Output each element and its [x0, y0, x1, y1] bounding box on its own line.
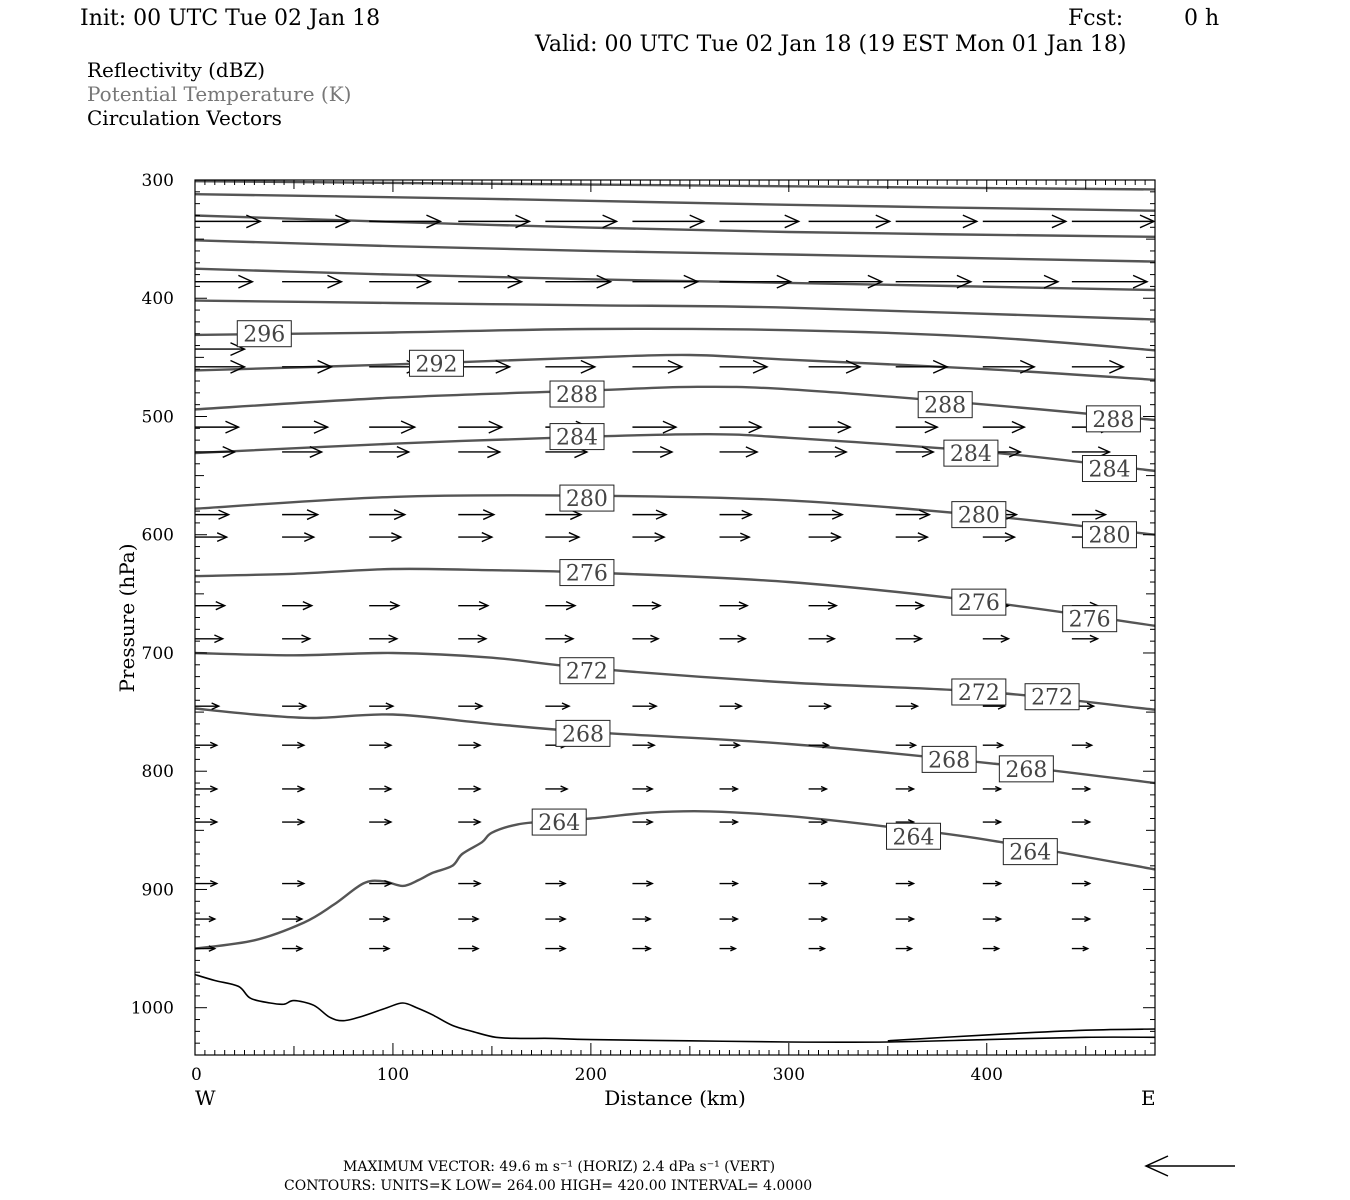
circulation-vector — [720, 602, 748, 609]
circulation-vector — [809, 946, 825, 951]
contour-label-280 — [952, 502, 1006, 529]
contour-label-text: 288 — [556, 383, 599, 409]
circulation-vector — [720, 881, 738, 886]
circulation-vector — [1072, 820, 1090, 825]
contour-label-text: 284 — [949, 442, 992, 468]
circulation-vector — [1072, 787, 1090, 792]
contour-label-text: 264 — [892, 825, 935, 851]
circulation-vector — [369, 946, 389, 951]
circulation-vector — [896, 215, 977, 228]
circulation-vector — [1072, 946, 1088, 951]
circulation-vector — [720, 946, 736, 951]
circulation-vector — [458, 881, 480, 887]
y-tick-label: 800 — [141, 762, 174, 783]
circulation-vector — [369, 602, 399, 610]
x-tick-label: 0 — [191, 1065, 202, 1085]
theta-contour-upper-4 — [195, 269, 1155, 290]
circulation-vector — [720, 743, 740, 748]
circulation-vector — [195, 819, 217, 825]
circulation-vector — [1072, 743, 1092, 748]
contour-label-272 — [952, 679, 1006, 706]
circulation-vector — [720, 635, 746, 642]
contour-label-text: 276 — [1068, 607, 1111, 633]
circulation-vector — [720, 447, 758, 457]
circulation-vector — [720, 703, 742, 709]
circulation-vector — [809, 787, 827, 792]
contour-label-272 — [1025, 684, 1079, 711]
circulation-vector — [545, 786, 567, 792]
y-tick-label: 600 — [141, 525, 174, 546]
contour-label-276 — [560, 560, 614, 587]
circulation-vector — [632, 786, 652, 791]
circulation-vector — [983, 917, 1001, 922]
contour-label-text: 280 — [1088, 523, 1131, 549]
forecast-label: Fcst: — [1068, 6, 1124, 31]
x-axis-label: Distance (km) — [604, 1086, 746, 1110]
contour-label-text: 272 — [957, 680, 1000, 706]
circulation-vector — [632, 881, 652, 886]
circulation-vector — [1072, 881, 1090, 886]
circulation-vector — [720, 361, 768, 374]
theta-contour-276 — [195, 569, 1155, 626]
contour-label-text: 272 — [565, 659, 608, 685]
circulation-vector — [282, 361, 331, 374]
circulation-vector — [545, 533, 579, 542]
circulation-vector — [632, 361, 681, 374]
circulation-vector — [282, 215, 349, 228]
circulation-vector — [1072, 917, 1090, 922]
circulation-vector — [809, 215, 890, 228]
circulation-vector — [983, 215, 1066, 228]
circulation-vector — [282, 946, 302, 951]
circulation-vector — [632, 946, 650, 951]
east-label: E — [1141, 1086, 1156, 1110]
theta-contour-upper-3 — [195, 240, 1155, 261]
circulation-vector — [195, 421, 239, 433]
contour-label-284 — [550, 424, 604, 451]
circulation-vector — [195, 533, 227, 542]
y-tick-label: 1000 — [130, 998, 174, 1019]
forecast-hour: 0 h — [1184, 6, 1220, 31]
circulation-vector — [195, 275, 252, 288]
contour-label-264 — [887, 823, 941, 850]
contour-label-text: 264 — [1009, 840, 1052, 866]
contour-label-264 — [532, 809, 586, 836]
contour-label-276 — [952, 589, 1006, 616]
circulation-vector — [545, 602, 575, 610]
circulation-vector — [809, 510, 843, 519]
circulation-vector — [720, 533, 750, 541]
circulation-vector — [282, 421, 328, 433]
x-tick-label: 300 — [772, 1065, 806, 1085]
contour-label-268 — [922, 746, 976, 773]
circulation-vector — [369, 275, 430, 288]
circulation-vector — [632, 510, 666, 519]
circulation-vector — [458, 602, 488, 610]
contour-label-264 — [1003, 839, 1057, 866]
circulation-vector — [369, 819, 391, 825]
circulation-vector — [809, 820, 827, 825]
circulation-vector — [458, 742, 480, 748]
circulation-vector — [896, 917, 914, 922]
circulation-vector — [632, 421, 676, 433]
x-tick-label: 100 — [376, 1065, 410, 1085]
circulation-vector — [282, 510, 318, 520]
contour-label-text: 288 — [924, 393, 967, 419]
circulation-vector — [632, 602, 660, 609]
contour-label-text: 280 — [957, 503, 1000, 529]
contour-label-text: 276 — [565, 561, 608, 587]
circulation-vector — [896, 422, 938, 433]
circulation-vector — [632, 275, 697, 288]
circulation-vector — [545, 361, 594, 374]
y-axis-label: Pressure (hPa) — [115, 543, 139, 693]
circulation-vector — [809, 917, 827, 922]
field-potential-temperature: Potential Temperature (K) — [87, 82, 352, 106]
circulation-vector — [896, 447, 934, 457]
circulation-vector — [809, 602, 837, 609]
x-tick-label: 200 — [574, 1065, 608, 1085]
contour-label-268 — [999, 756, 1053, 783]
theta-contour-upper-0 — [195, 181, 1155, 189]
circulation-vector — [282, 703, 306, 709]
circulation-vector — [369, 533, 401, 542]
circulation-vector — [720, 820, 738, 825]
circulation-vector — [632, 819, 652, 824]
circulation-vector — [545, 881, 565, 886]
init-time: Init: 00 UTC Tue 02 Jan 18 — [80, 6, 381, 31]
contour-labels — [237, 321, 1140, 866]
circulation-vector — [896, 510, 930, 519]
contour-label-text: 276 — [957, 591, 1000, 617]
circulation-vector — [1072, 275, 1147, 288]
contour-info: CONTOURS: UNITS=K LOW= 264.00 HIGH= 420.00 INTERVAL= 4.0000 — [284, 1178, 813, 1194]
circulation-vector — [896, 743, 916, 748]
circulation-vector — [195, 916, 215, 921]
circulation-vector — [458, 421, 502, 433]
circulation-vector — [896, 787, 914, 792]
circulation-vector — [195, 786, 217, 792]
contour-label-text: 292 — [415, 352, 458, 378]
circulation-vector — [983, 743, 1003, 748]
circulation-vector — [1072, 361, 1123, 374]
y-tick-label: 700 — [141, 643, 174, 664]
circulation-vector — [458, 446, 500, 457]
axis-tick-labels — [131, 171, 1003, 1085]
circulation-vector — [720, 787, 738, 792]
circulation-vector — [809, 881, 827, 886]
circulation-vector — [282, 786, 304, 792]
circulation-vector — [369, 421, 415, 433]
circulation-vector — [809, 703, 831, 709]
circulation-vector — [369, 510, 405, 520]
circulation-vector — [632, 917, 650, 922]
circulation-vector — [369, 742, 391, 748]
theta-contour-upper-1 — [195, 194, 1155, 211]
contour-label-text: 288 — [1092, 407, 1135, 433]
contour-label-280 — [1082, 522, 1136, 549]
terrain — [195, 975, 1155, 1043]
circulation-vector — [983, 881, 1001, 886]
circulation-vector — [632, 742, 654, 748]
circulation-vector — [983, 635, 1009, 642]
contour-label-288 — [918, 392, 972, 419]
circulation-vector — [369, 786, 391, 792]
circulation-vector — [545, 635, 573, 642]
contour-label-text: 296 — [243, 322, 286, 348]
contour-label-268 — [556, 720, 610, 747]
circulation-vector — [632, 635, 658, 642]
circulation-vector — [282, 819, 304, 825]
circulation-vector — [458, 510, 494, 520]
field-circulation-vectors: Circulation Vectors — [87, 106, 282, 130]
theta-contour-296 — [195, 329, 1155, 350]
circulation-vector — [1072, 510, 1106, 519]
circulation-vector — [632, 533, 664, 542]
circulation-vector — [195, 510, 229, 519]
circulation-vector — [458, 946, 478, 951]
circulation-vector — [369, 447, 409, 458]
circulation-vector — [809, 275, 882, 288]
circulation-vector — [720, 215, 799, 228]
y-tick-label: 300 — [141, 171, 174, 191]
contour-label-text: 264 — [538, 811, 581, 837]
circulation-vector — [983, 422, 1025, 433]
circulation-vector — [195, 881, 217, 887]
theta-contours — [195, 181, 1155, 948]
circulation-vector — [369, 215, 440, 228]
circulation-vector — [983, 820, 1001, 825]
contour-label-text: 268 — [928, 748, 971, 774]
circulation-vector — [896, 703, 918, 709]
contour-label-288 — [550, 381, 604, 408]
circulation-vector — [458, 703, 482, 709]
circulation-vector — [545, 703, 569, 709]
contour-label-text: 280 — [565, 487, 608, 513]
circulation-vector — [809, 447, 847, 457]
y-tick-label: 500 — [141, 407, 174, 428]
circulation-vector — [282, 533, 314, 542]
circulation-vector — [195, 447, 235, 458]
circulation-vector — [983, 787, 1001, 792]
circulation-vector — [896, 533, 928, 542]
plot-frame — [195, 180, 1155, 1055]
circulation-vector — [282, 881, 304, 887]
circulation-vector — [458, 533, 492, 542]
circulation-vector — [983, 533, 1015, 542]
axis-ticks — [195, 180, 1155, 1055]
circulation-vector — [632, 215, 703, 228]
contour-label-text: 268 — [1005, 757, 1048, 783]
circulation-vector — [282, 275, 341, 288]
contour-label-text: 284 — [556, 425, 599, 451]
circulation-vector — [282, 742, 304, 748]
y-tick-label: 400 — [141, 289, 174, 310]
contour-label-292 — [409, 350, 463, 377]
valid-time: Valid: 00 UTC Tue 02 Jan 18 (19 EST Mon 01 Jan 18) — [535, 32, 1127, 57]
circulation-vector — [896, 635, 922, 642]
circulation-vector — [545, 946, 565, 951]
circulation-vector — [896, 881, 914, 886]
contour-label-284 — [944, 440, 998, 467]
circulation-vector — [545, 916, 565, 921]
circulation-vector — [896, 946, 912, 951]
circulation-vector — [282, 916, 302, 921]
contour-label-280 — [560, 485, 614, 512]
circulation-vector — [720, 275, 791, 288]
reference-vector-icon — [1146, 1156, 1235, 1176]
circulation-vector — [720, 917, 738, 922]
contour-label-284 — [1082, 456, 1136, 483]
circulation-vector — [1072, 215, 1154, 228]
circulation-vector — [720, 422, 762, 433]
theta-contour-288 — [195, 387, 1155, 420]
circulation-vector — [282, 635, 310, 642]
circulation-vector — [809, 635, 835, 642]
circulation-vector — [632, 703, 656, 709]
circulation-vector — [369, 916, 389, 921]
circulation-vector — [458, 916, 478, 921]
contour-label-296 — [237, 321, 291, 348]
max-vector-info: MAXIMUM VECTOR: 49.6 m s⁻¹ (HORIZ) 2.4 dPa s⁻¹ (VERT) — [343, 1159, 776, 1175]
contour-label-272 — [560, 658, 614, 685]
contour-label-288 — [1086, 406, 1140, 433]
circulation-vector — [809, 533, 841, 542]
circulation-vector — [896, 361, 947, 374]
circulation-vector — [458, 635, 486, 642]
circulation-vector — [809, 422, 851, 433]
terrain-line — [195, 975, 1155, 1043]
theta-contour-264 — [195, 811, 1155, 948]
contour-label-text: 284 — [1088, 457, 1131, 483]
circulation-vector — [282, 602, 312, 610]
field-reflectivity: Reflectivity (dBZ) — [87, 58, 266, 82]
circulation-vector — [458, 786, 480, 792]
circulation-vector — [632, 447, 672, 458]
theta-contour-272 — [195, 653, 1155, 710]
circulation-vector — [1072, 635, 1098, 642]
circulation-vector — [458, 819, 480, 825]
contour-label-text: 268 — [561, 722, 604, 748]
contour-label-276 — [1063, 606, 1117, 633]
contour-label-text: 272 — [1031, 685, 1074, 711]
circulation-vector — [369, 635, 397, 642]
circulation-vector — [896, 602, 924, 609]
circulation-vector — [983, 946, 999, 951]
x-tick-label: 400 — [970, 1065, 1003, 1085]
y-tick-label: 900 — [141, 880, 174, 901]
theta-contour-upper-5 — [195, 301, 1155, 320]
west-label: W — [195, 1086, 216, 1110]
circulation-vector — [369, 703, 393, 709]
circulation-vector — [720, 510, 752, 519]
